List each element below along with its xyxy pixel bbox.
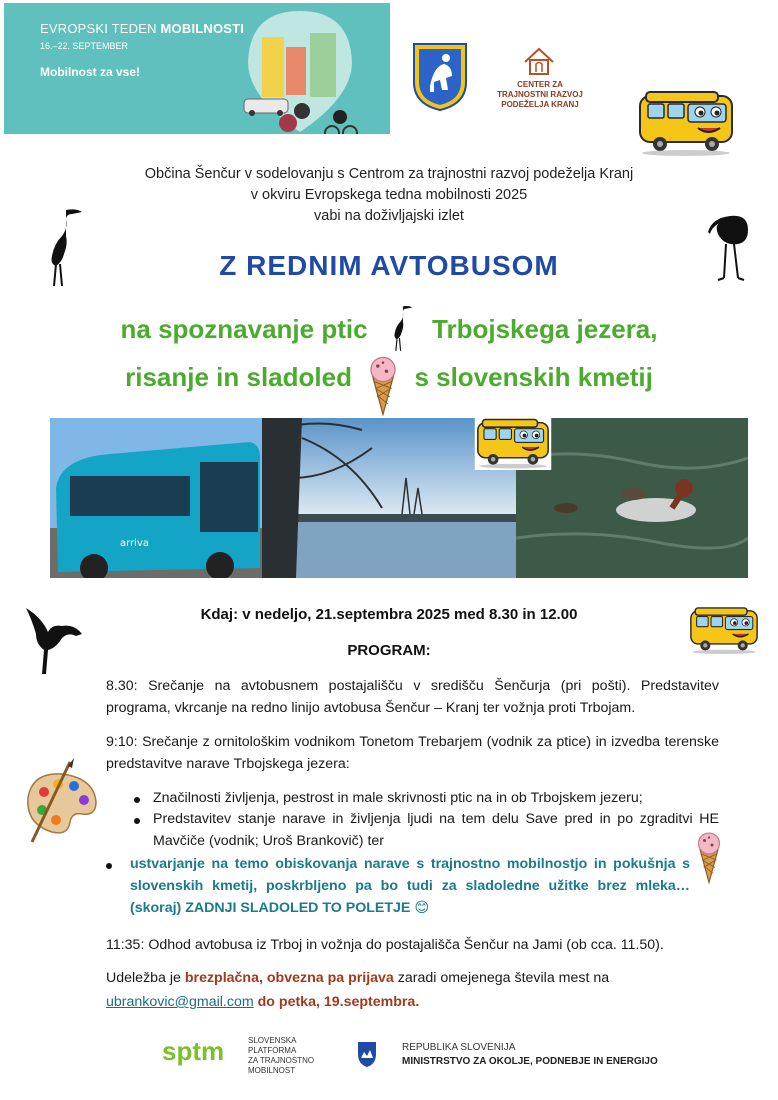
center-logo-line1: CENTER ZA (517, 80, 563, 89)
slovenia-shield-icon (356, 1040, 378, 1068)
ministry-logo (356, 1038, 676, 1074)
intro-line-2: v okviru Evropskega tedna mobilnosti 2025 (250, 187, 528, 203)
registration-free: brezplačna, obvezna pa prijava (184, 970, 394, 986)
email-link[interactable]: ubrankovic@gmail.com (106, 994, 254, 1010)
bus-photo (50, 418, 262, 578)
banner-title: EVROPSKI TEDEN MOBILNOSTI (40, 21, 245, 36)
bullet-birds: Značilnosti življenja, pestrost in male skrivnosti ptic na in ob Trbojskem jezeru; (153, 790, 643, 806)
registration-text: Udeležba je brezplačna, obvezna pa prijava zaradi omejenega števila mest na (106, 970, 610, 986)
intro-line-1: Občina Šenčur v sodelovanju s Centrom za trajnostni razvoj podeželja Kranj (144, 166, 634, 182)
bullet-dot (134, 797, 140, 803)
subtitle-line-2 (0, 354, 778, 416)
banner-slogan: Mobilnost za vse! (40, 65, 141, 79)
bullet-dot (106, 863, 112, 869)
ministry-line-1: REPUBLIKA SLOVENIJA (402, 1042, 516, 1053)
center-logo (494, 46, 586, 112)
program-item-0830: 8.30: Srečanje na avtobusnem postajališču v središču Šenčurja (pri pošti). Predstavitev programa, vkrcanje na redno linijo avtobusa Šenčur – Kranj ter vožnja proti Trbojam. (106, 678, 719, 716)
subtitle-line-1 (0, 304, 778, 352)
sptm-wordmark: sptm (162, 1036, 225, 1066)
banner-illustration (240, 7, 390, 134)
subtitle-2b: s slovenskih kmetij (414, 362, 653, 392)
ministry-line-2: MINISTRSTVO ZA OKOLJE, PODNEBJE IN ENERGIJO (402, 1056, 658, 1067)
heron-small-icon (385, 304, 415, 352)
center-logo-line2: TRAJNOSTNI RAZVOJ (497, 90, 583, 99)
bullet-dot (134, 818, 140, 824)
ice-cream-icon (365, 354, 401, 416)
coat-of-arms-logo (412, 42, 468, 112)
subtitle-1a: na spoznavanje ptic (120, 314, 368, 344)
house-hand-icon (522, 46, 556, 76)
bullet-creative: ustvarjanje na temo obiskovanja narave s trajnostno mobilnostjo in pokušnja s slovenskih kmetij, poskrbljeno pa bo tudi za sladoledne užitke brez mleka…(skoraj) ZADNJI SLADOLED TO POLETJE 😊 (130, 856, 690, 916)
registration-deadline: do petka, 19.septembra. (257, 994, 420, 1010)
registration-line-2 (106, 991, 719, 1013)
bus-cartoon-small-icon (474, 418, 552, 470)
program-heading: PROGRAM: (347, 642, 431, 659)
subtitle-1b: Trbojskega jezera, (432, 314, 658, 344)
paint-palette-icon (18, 758, 100, 848)
program-item-0910: 9:10: Srečanje z ornitološkim vodnikom Tonetom Trebarjem (vodnik za ptice) in izvedba terenske predstavitve narave Trbojskega jezera: (106, 734, 719, 772)
intro-line-3: vabi na doživljajski izlet (314, 208, 464, 224)
center-logo-line3: PODEŽELJA KRANJ (501, 100, 579, 109)
bullet-nature: Predstavitev stanje narave in življenja ljudi na tem delu Save pred in po zgraditvi HE Mavčiče (vodnik; Uroš Brankovič) ter (153, 811, 719, 849)
program-item-1135: 11:35: Odhod avtobusa iz Trboj in vožnja do postajališča Šenčur na Jami (ob cca. 11.50). (106, 937, 664, 953)
ice-cream-small-icon (694, 830, 724, 884)
svg-text:arriva: arriva (120, 538, 149, 549)
subtitle-2a: risanje in sladoled (125, 362, 352, 392)
banner-dates: 16.–22. SEPTEMBER (40, 41, 129, 51)
event-banner (4, 3, 390, 134)
sptm-logo: sptm SLOVENSKA PLATFORMA ZA TRAJNOSTNO MOBILNOST (162, 1036, 315, 1075)
main-title: Z REDNIM AVTOBUSOM (219, 250, 559, 281)
bus-cartoon-icon (636, 90, 736, 158)
event-date: Kdaj: v nedeljo, 21.septembra 2025 med 8.30 in 12.00 (200, 606, 578, 623)
